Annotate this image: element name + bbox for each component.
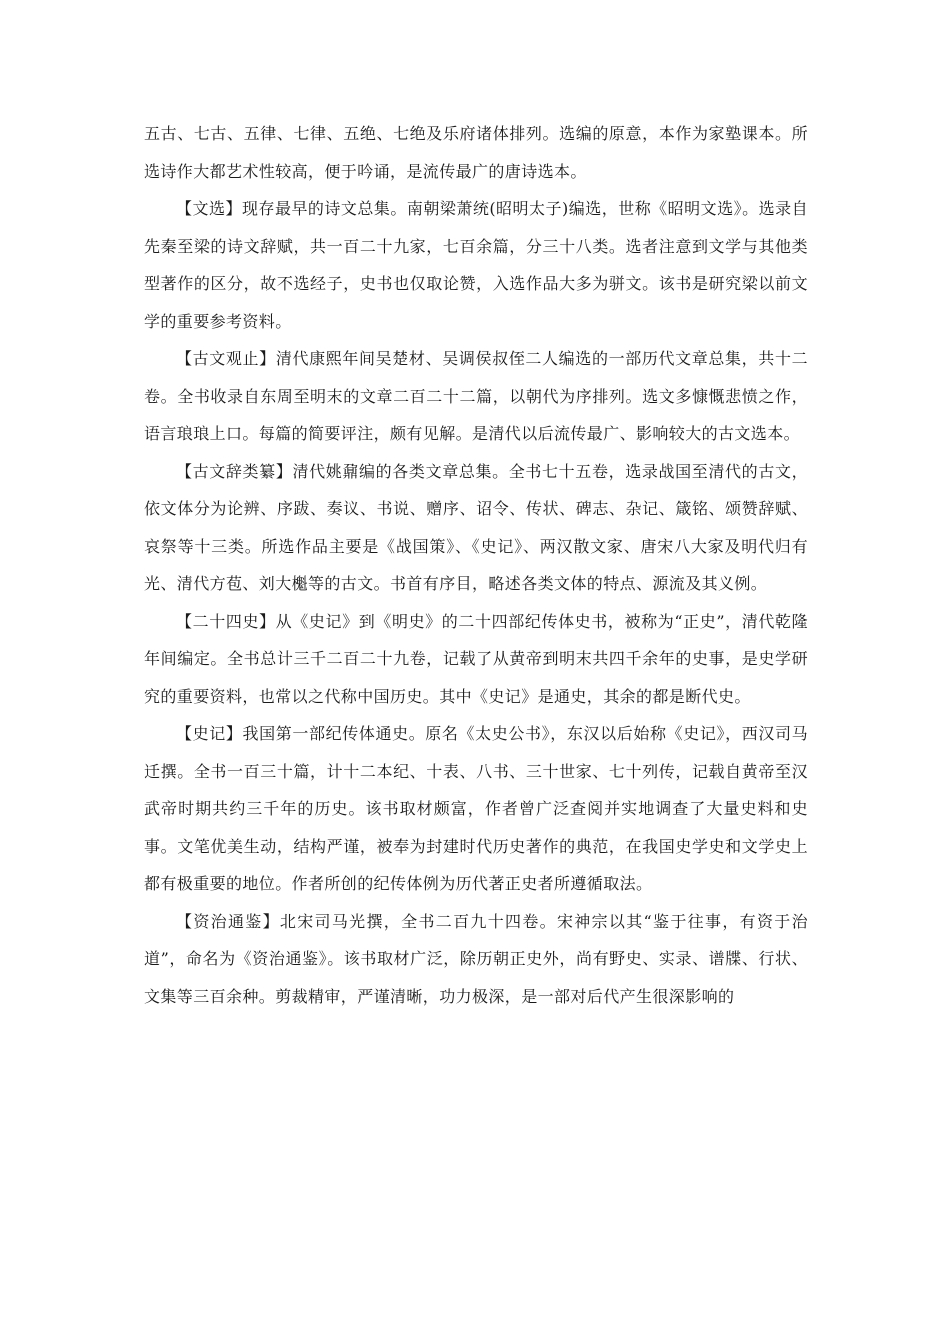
paragraph-text: 北宋司马光撰，全书二百九十四卷。宋神宗以其“鉴于往事，有资于治道”，命名为《资治通鉴》。该书取材广泛，除历朝正史外，尚有野史、实录、谱牒、行状、文集等三百余种。剪裁精审，严谨清晰，功力极深，是一部对后代产生很深影响的 — [144, 911, 808, 1006]
paragraph-text: 清代康熙年间吴楚材、吴调侯叔侄二人编选的一部历代文章总集，共十二卷。全书收录自东周至明末的文章二百二十二篇，以朝代为序排列。选文多慷慨悲愤之作，语言琅琅上口。每篇的简要评注，颇有见解。是清代以后流传最广、影响较大的古文选本。 — [144, 349, 808, 443]
paragraph-text: 从《史记》到《明史》的二十四部纪传体史书，被称为“正史”，清代乾隆年间编定。全书总计三千二百二十九卷，记载了从黄帝到明末共四千余年的史事，是史学研究的重要资料，也常以之代称中国历史。其中《史记》是通史，其余的都是断代史。 — [144, 611, 808, 706]
paragraph-wenxuan — [144, 190, 808, 340]
paragraph-shiji — [144, 715, 808, 903]
paragraph-text: 清代姚鼐编的各类文章总集。全书七十五卷，选录战国至清代的古文，依文体分为论辨、序跋、奏议、书说、赠序、诏令、传状、碑志、杂记、箴铭、颂赞辞赋、哀祭等十三类。所选作品主要是《战国策》、《史记》、两汉散文家、唐宋八大家及明代归有光、清代方苞、刘大櫆等的古文。书首有序目，略述各类文体的特点、源流及其义例。 — [144, 461, 808, 593]
paragraph-zizhitongjian — [144, 903, 808, 1016]
document-page — [144, 115, 808, 1015]
paragraph-text: 五古、七古、五律、七律、五绝、七绝及乐府诸体排列。选编的原意，本作为家塾课本。所选诗作大都艺术性较高，便于吟诵，是流传最广的唐诗选本。 — [144, 124, 808, 181]
paragraph-guwencileizuan — [144, 453, 808, 603]
paragraph-term: 【资治通鉴】 — [176, 911, 280, 931]
paragraph-term: 【文选】 — [176, 199, 242, 218]
paragraph-term: 【古文辞类纂】 — [176, 461, 293, 481]
paragraph-text: 现存最早的诗文总集。南朝梁萧统(昭明太子)编选，世称《昭明文选》。选录自先秦至梁的诗文辞赋，共一百二十九家，七百余篇，分三十八类。选者注意到文学与其他类型著作的区分，故不选经子，史书也仅取论赞，入选作品大多为骈文。该书是研究梁以前文学的重要参考资料。 — [144, 199, 808, 331]
paragraph-tangshi-continuation — [144, 115, 808, 190]
paragraph-term: 【古文观止】 — [176, 349, 276, 368]
paragraph-term: 【史记】 — [176, 724, 243, 743]
paragraph-term: 【二十四史】 — [176, 611, 276, 631]
paragraph-ershisishi — [144, 603, 808, 716]
paragraph-guwenguanzhi — [144, 340, 808, 453]
paragraph-text: 我国第一部纪传体通史。原名《太史公书》，东汉以后始称《史记》，西汉司马迁撰。全书一百三十篇，计十二本纪、十表、八书、三十世家、七十列传，记载自黄帝至汉武帝时期共约三千年的历史。该书取材颇富，作者曾广泛查阅并实地调查了大量史料和史事。文笔优美生动，结构严谨，被奉为封建时代历史著作的典范，在我国史学史和文学史上都有极重要的地位。作者所创的纪传体例为历代著正史者所遵循取法。 — [144, 724, 808, 893]
